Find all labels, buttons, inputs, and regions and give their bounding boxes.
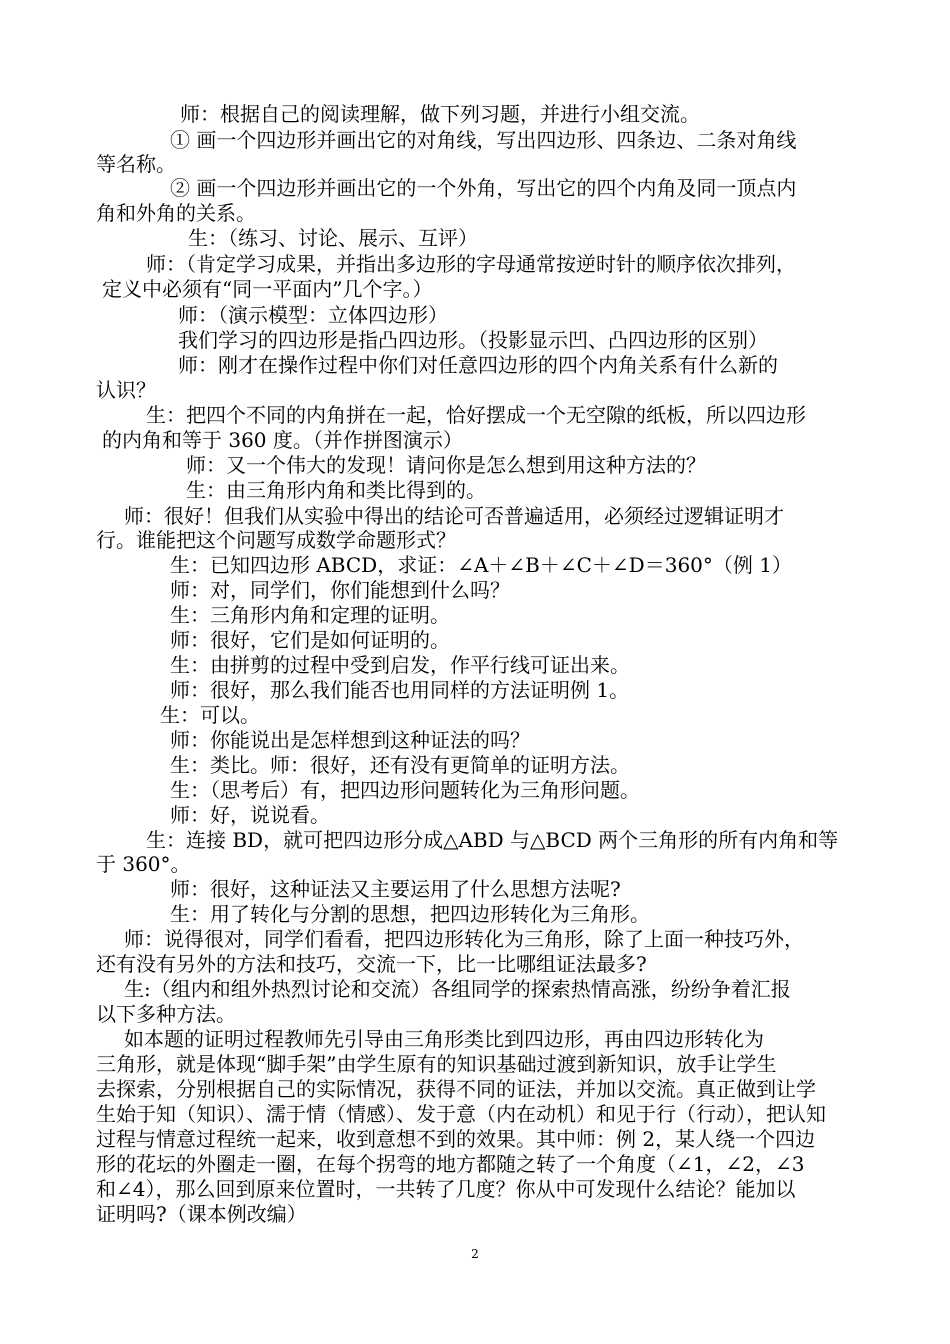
- text-line: 角和外角的关系。: [96, 201, 256, 225]
- text-line: 师：（演示模型：立体四边形）: [178, 303, 448, 327]
- text-line: 生：由拼剪的过程中受到启发，作平行线可证出来。: [170, 653, 630, 677]
- text-line: 和∠4），那么回到原来位置时，一共转了几度？你从中可发现什么结论？能加以: [96, 1177, 796, 1201]
- text-line: 还有没有另外的方法和技巧，交流一下，比一比哪组证法最多?: [96, 952, 647, 976]
- text-line: 生：（练习、讨论、展示、互评）: [188, 226, 478, 250]
- text-line: ② 画一个四边形并画出它的一个外角，写出它的四个内角及同一顶点内: [170, 176, 797, 200]
- text-line: 生：类比。师：很好，还有没有更简单的证明方法。: [170, 753, 630, 777]
- text-line: 生始于知（知识）、濡于情（情感）、发于意（内在动机）和见于行（行动），把认知: [96, 1102, 826, 1126]
- text-line: 生：（思考后）有，把四边形问题转化为三角形问题。: [170, 778, 640, 802]
- text-line: 师：很好，那么我们能否也用同样的方法证明例 1。: [170, 678, 630, 702]
- text-line: 师：根据自己的阅读理解，做下列习题，并进行小组交流。: [180, 102, 700, 126]
- page-number: 2: [471, 1247, 479, 1261]
- text-line: 我们学习的四边形是指凸四边形。（投影显示凹、凸四边形的区别）: [178, 328, 768, 352]
- text-line: 于 360°。: [96, 852, 191, 876]
- text-line: 以下多种方法。: [96, 1002, 236, 1026]
- text-line: 生：由三角形内角和类比得到的。: [186, 478, 486, 502]
- text-line: 等名称。: [96, 152, 176, 176]
- text-line: 三角形，就是体现“脚手架”由学生原有的知识基础过渡到新知识，放手让学生: [96, 1052, 777, 1076]
- text-line: 师：刚才在操作过程中你们对任意四边形的四个内角关系有什么新的: [178, 353, 778, 377]
- text-line: 的内角和等于 360 度。（并作拼图演示）: [102, 428, 463, 452]
- text-line: 生：把四个不同的内角拼在一起，恰好摆成一个无空隙的纸板，所以四边形: [146, 403, 806, 427]
- text-line: 生：三角形内角和定理的证明。: [170, 603, 450, 627]
- text-line: 师：很好！但我们从实验中得出的结论可否普遍适用，必须经过逻辑证明才: [124, 504, 784, 528]
- text-line: 师：很好，它们是如何证明的。: [170, 628, 450, 652]
- text-line: 生:（组内和组外热烈讨论和交流）各组同学的探索热情高涨，纷纷争着汇报: [124, 977, 791, 1001]
- text-line: 认识？: [96, 378, 156, 402]
- text-line: 师：对，同学们，你们能想到什么吗？: [170, 578, 510, 602]
- text-line: 去探索，分别根据自己的实际情况，获得不同的证法，并加以交流。真正做到让学: [96, 1077, 816, 1101]
- text-line: 师：说得很对，同学们看看，把四边形转化为三角形，除了上面一种技巧外，: [124, 927, 804, 951]
- text-line: 生：已知四边形 ABCD，求证：∠A＋∠B＋∠C＋∠D＝360°（例 1）: [170, 553, 792, 577]
- text-line: 师：很好，这种证法又主要运用了什么思想方法呢?: [170, 877, 621, 901]
- text-line: 形的花坛的外圈走一圈，在每个拐弯的地方都随之转了一个角度（∠1，∠2，∠3: [96, 1152, 805, 1176]
- text-line: 定义中必须有“同一平面内”几个字。）: [102, 277, 433, 301]
- text-line: 师：（肯定学习成果，并指出多边形的字母通常按逆时针的顺序依次排列，: [146, 252, 796, 276]
- text-line: 过程与情意过程统一起来，收到意想不到的效果。其中师：例 2，某人绕一个四边: [96, 1127, 816, 1151]
- text-line: ① 画一个四边形并画出它的对角线，写出四边形、四条边、二条对角线: [170, 128, 797, 152]
- text-line: 行。谁能把这个问题写成数学命题形式？: [96, 528, 456, 552]
- text-line: 生：连接 BD，就可把四边形分成△ABD 与△BCD 两个三角形的所有内角和等: [146, 828, 839, 852]
- text-line: 如本题的证明过程教师先引导由三角形类比到四边形，再由四边形转化为: [124, 1027, 764, 1051]
- text-line: 师：好，说说看。: [170, 803, 330, 827]
- text-line: 证明吗?（课本例改编）: [96, 1202, 307, 1226]
- text-line: 师：你能说出是怎样想到这种证法的吗？: [170, 728, 530, 752]
- text-line: 生：可以。: [160, 703, 260, 727]
- text-line: 师：又一个伟大的发现！请问你是怎么想到用这种方法的？: [186, 453, 706, 477]
- text-line: 生：用了转化与分割的思想，把四边形转化为三角形。: [170, 902, 650, 926]
